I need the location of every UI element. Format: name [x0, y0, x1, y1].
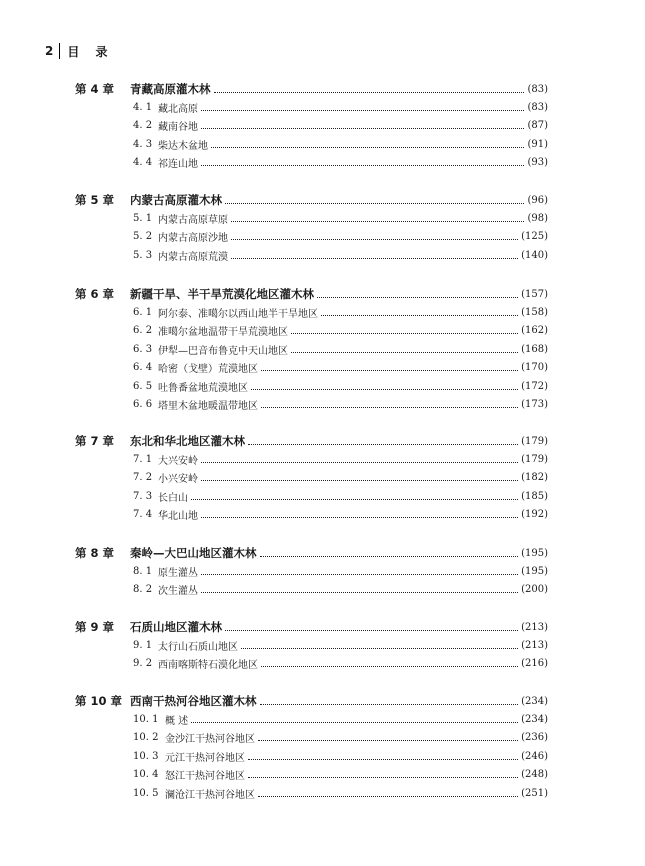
leader-dots: [225, 203, 524, 204]
leader-dots: [201, 480, 518, 481]
section-page: (246): [521, 750, 548, 762]
section-leader-line: [158, 564, 548, 579]
section-page: (251): [521, 787, 548, 799]
section-title: 金沙江干热河谷地区: [165, 734, 255, 746]
chapter-number: 第 4 章: [75, 82, 115, 96]
leader-dots: [201, 517, 518, 518]
section-title: 塔里木盆地暖温带地区: [158, 401, 258, 412]
leader-dots: [201, 574, 518, 575]
toc-section-row: [0, 729, 645, 747]
section-leader-line: [158, 342, 548, 357]
chapter-page: (234): [521, 695, 548, 707]
chapter-number: 第 5 章: [75, 193, 115, 207]
leader-dots: [211, 147, 524, 148]
chapter-leader-line: [130, 545, 548, 561]
toc-section-row: [0, 304, 645, 322]
leader-dots: [214, 92, 525, 93]
toc-section-row: [0, 784, 645, 802]
leader-dots: [241, 648, 518, 649]
chapter-leader-line: [130, 693, 548, 709]
section-number: 6. 2: [133, 325, 153, 337]
toc-section-row: [0, 487, 645, 505]
leader-dots: [258, 740, 518, 741]
chapter-page: (179): [521, 435, 548, 447]
toc-section-row: [0, 506, 645, 524]
section-page: (87): [527, 120, 548, 132]
section-title: 藏北高原: [158, 104, 198, 115]
leader-dots: [225, 630, 518, 631]
leader-dots: [291, 333, 518, 334]
leader-dots: [201, 165, 524, 166]
section-number: 6. 6: [133, 399, 153, 410]
toc-chapter-row: [0, 618, 645, 636]
page-number: 2: [45, 44, 54, 58]
toc-section-row: [0, 451, 645, 469]
section-page: (185): [521, 490, 548, 502]
section-leader-line: [158, 118, 548, 133]
section-title: 怒江干热河谷地区: [165, 771, 245, 783]
chapter-page: (83): [527, 83, 548, 95]
leader-dots: [260, 704, 519, 705]
section-leader-line: [158, 100, 548, 115]
section-number: 5. 1: [133, 213, 153, 224]
toc-section-row: [0, 711, 645, 729]
header-divider: [59, 43, 60, 59]
chapter-title: 石质山地区灌木林: [130, 620, 222, 634]
section-number: 4. 1: [133, 102, 153, 113]
leader-dots: [248, 777, 518, 778]
section-title: 西南喀斯特石漠化地区: [158, 660, 258, 672]
toc-section-row: [0, 135, 645, 153]
chapter-leader-line: [130, 192, 548, 208]
section-leader-line: [158, 638, 548, 653]
chapter-title: 西南干热河谷地区灌木林: [130, 694, 257, 708]
toc-chapter-row: [0, 285, 645, 303]
section-leader-line: [158, 470, 548, 485]
section-number: 10. 5: [133, 787, 159, 799]
section-page: (162): [521, 325, 548, 337]
section-title: 概 述: [165, 716, 189, 727]
chapter-number: 第 6 章: [75, 287, 115, 301]
chapter-page: (96): [527, 194, 548, 206]
section-page: (179): [521, 454, 548, 465]
toc-section-row: [0, 99, 645, 117]
section-page: (182): [521, 472, 548, 484]
section-title: 小兴安岭: [158, 474, 198, 486]
section-number: 5. 2: [133, 231, 153, 243]
section-number: 4. 4: [133, 157, 153, 169]
chapter-number: 第 7 章: [75, 434, 115, 448]
toc-section-row: [0, 469, 645, 487]
section-page: (234): [521, 714, 548, 725]
section-title: 内蒙古高原草原: [158, 215, 228, 226]
section-page: (125): [521, 231, 548, 243]
section-number: 6. 5: [133, 380, 153, 392]
section-title: 准噶尔盆地温带干旱荒漠地区: [158, 327, 288, 339]
section-title: 华北山地: [158, 511, 198, 523]
chapter-leader-line: [130, 81, 548, 97]
chapter-page: (195): [521, 547, 548, 559]
leader-dots: [291, 352, 518, 353]
section-leader-line: [158, 360, 548, 375]
section-title: 太行山石质山地区: [158, 642, 238, 653]
section-number: 9. 1: [133, 640, 153, 651]
section-page: (213): [521, 640, 548, 651]
leader-dots: [261, 666, 518, 667]
toc-section-row: [0, 747, 645, 765]
toc-section-row: [0, 377, 645, 395]
section-page: (173): [521, 399, 548, 410]
section-number: 6. 1: [133, 307, 153, 318]
leader-dots: [317, 297, 518, 298]
section-page: (140): [521, 249, 548, 261]
section-number: 8. 2: [133, 584, 153, 596]
toc-section-row: [0, 581, 645, 599]
section-title: 澜沧江干热河谷地区: [165, 789, 255, 801]
leader-dots: [261, 407, 518, 408]
section-number: 4. 2: [133, 120, 153, 132]
section-title: 祁连山地: [158, 159, 198, 171]
leader-dots: [251, 389, 518, 390]
section-page: (91): [527, 138, 548, 150]
section-leader-line: [158, 656, 548, 671]
section-leader-line: [158, 229, 548, 244]
section-title: 原生灌丛: [158, 568, 198, 579]
section-title: 长白山: [158, 492, 188, 504]
section-number: 7. 2: [133, 472, 153, 484]
leader-dots: [258, 796, 518, 797]
chapter-leader-line: [130, 619, 548, 635]
section-title: 哈密（戈壁）荒漠地区: [158, 364, 258, 376]
leader-dots: [231, 239, 518, 240]
section-leader-line: [165, 749, 548, 764]
section-leader-line: [158, 379, 548, 394]
toc-section-row: [0, 117, 645, 135]
section-number: 10. 1: [133, 714, 159, 725]
section-leader-line: [165, 730, 548, 745]
chapter-page: (157): [521, 288, 548, 300]
section-page: (83): [527, 102, 548, 113]
leader-dots: [201, 592, 518, 593]
section-number: 5. 3: [133, 249, 153, 261]
toc-section-row: [0, 359, 645, 377]
section-page: (172): [521, 380, 548, 392]
section-leader-line: [165, 786, 548, 801]
section-number: 7. 4: [133, 509, 153, 521]
section-page: (168): [521, 343, 548, 355]
section-title: 目 录: [67, 44, 114, 59]
section-leader-line: [158, 323, 548, 338]
toc-chapter-row: [0, 432, 645, 450]
section-leader-line: [165, 712, 548, 727]
section-leader-line: [158, 582, 548, 597]
toc-section-row: [0, 246, 645, 264]
section-title: 阿尔泰、准噶尔以西山地半干旱地区: [158, 309, 318, 320]
leader-dots: [248, 444, 518, 445]
chapter-number: 第 9 章: [75, 620, 115, 634]
leader-dots: [201, 110, 524, 111]
leader-dots: [191, 722, 518, 723]
section-leader-line: [158, 305, 548, 320]
toc-section-row: [0, 655, 645, 673]
section-leader-line: [158, 211, 548, 226]
section-number: 4. 3: [133, 138, 153, 150]
section-number: 10. 4: [133, 769, 159, 781]
toc-section-row: [0, 210, 645, 228]
running-header: [45, 42, 114, 60]
chapter-title: 内蒙古高原灌木林: [130, 193, 222, 207]
section-page: (200): [521, 584, 548, 596]
toc-chapter-row: [0, 544, 645, 562]
chapter-number: 第 10 章: [75, 694, 123, 708]
toc-section-row: [0, 396, 645, 414]
section-title: 次生灌丛: [158, 586, 198, 598]
toc-chapter-row: [0, 80, 645, 98]
chapter-title: 东北和华北地区灌木林: [130, 434, 245, 448]
toc-section-row: [0, 766, 645, 784]
section-number: 7. 3: [133, 490, 153, 502]
section-leader-line: [165, 767, 548, 782]
section-title: 元江干热河谷地区: [165, 752, 245, 764]
section-leader-line: [158, 155, 548, 170]
section-title: 内蒙古高原沙地: [158, 233, 228, 245]
section-page: (93): [527, 157, 548, 169]
section-page: (236): [521, 732, 548, 744]
leader-dots: [191, 499, 518, 500]
section-title: 伊犁—巴音布鲁克中天山地区: [158, 345, 288, 357]
section-page: (248): [521, 769, 548, 781]
section-page: (216): [521, 658, 548, 670]
leader-dots: [261, 370, 518, 371]
toc-section-row: [0, 154, 645, 172]
section-title: 柴达木盆地: [158, 140, 208, 152]
chapter-title: 青藏高原灌木林: [130, 82, 211, 96]
section-title: 内蒙古高原荒漠: [158, 251, 228, 263]
section-number: 10. 3: [133, 750, 159, 762]
chapter-leader-line: [130, 286, 548, 302]
section-page: (192): [521, 509, 548, 521]
section-leader-line: [158, 248, 548, 263]
section-title: 藏南谷地: [158, 122, 198, 134]
section-number: 6. 4: [133, 362, 153, 374]
section-title: 吐鲁番盆地荒漠地区: [158, 382, 248, 394]
section-leader-line: [158, 397, 548, 412]
leader-dots: [201, 462, 518, 463]
section-number: 7. 1: [133, 454, 153, 465]
section-leader-line: [158, 489, 548, 504]
leader-dots: [248, 759, 518, 760]
toc-section-row: [0, 563, 645, 581]
section-title: 大兴安岭: [158, 456, 198, 467]
section-leader-line: [158, 137, 548, 152]
section-leader-line: [158, 507, 548, 522]
section-number: 8. 1: [133, 566, 153, 577]
section-page: (170): [521, 362, 548, 374]
section-page: (195): [521, 566, 548, 577]
toc-chapter-row: [0, 692, 645, 710]
leader-dots: [201, 128, 524, 129]
chapter-title: 新疆干旱、半干旱荒漠化地区灌木林: [130, 287, 314, 301]
toc-section-row: [0, 228, 645, 246]
leader-dots: [260, 556, 519, 557]
leader-dots: [231, 221, 524, 222]
section-number: 10. 2: [133, 732, 159, 744]
section-page: (98): [527, 213, 548, 224]
section-number: 9. 2: [133, 658, 153, 670]
leader-dots: [321, 315, 518, 316]
leader-dots: [231, 258, 518, 259]
toc-section-row: [0, 340, 645, 358]
chapter-number: 第 8 章: [75, 546, 115, 560]
toc-chapter-row: [0, 191, 645, 209]
chapter-title: 秦岭—大巴山地区灌木林: [130, 546, 257, 560]
section-leader-line: [158, 452, 548, 467]
toc-section-row: [0, 322, 645, 340]
chapter-leader-line: [130, 433, 548, 449]
chapter-page: (213): [521, 621, 548, 633]
section-page: (158): [521, 307, 548, 318]
section-number: 6. 3: [133, 343, 153, 355]
toc-section-row: [0, 637, 645, 655]
